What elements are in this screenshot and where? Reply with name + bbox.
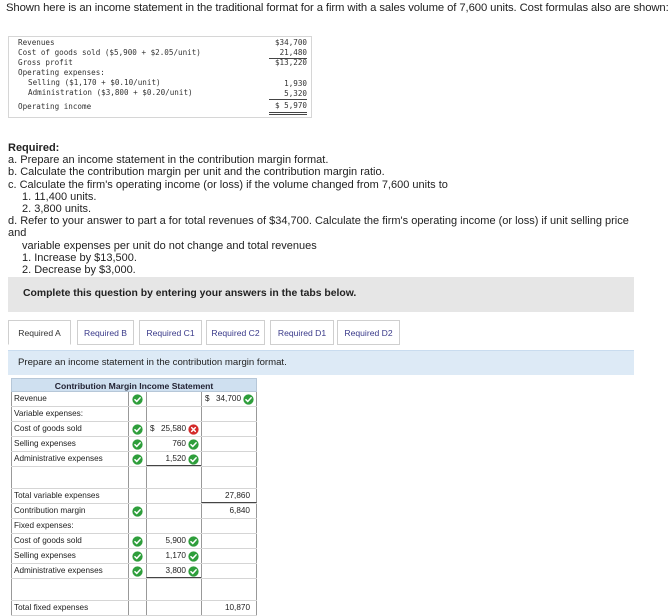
underline bbox=[269, 99, 307, 100]
total-input[interactable] bbox=[201, 601, 257, 615]
correct-check-icon bbox=[243, 394, 254, 405]
row-label-select[interactable]: Cost of goods sold bbox=[11, 422, 129, 436]
amount-value: 760 bbox=[172, 439, 186, 448]
amount-input[interactable] bbox=[146, 579, 201, 600]
statement-row bbox=[11, 519, 257, 534]
amount-input[interactable] bbox=[146, 489, 201, 503]
row-label-select[interactable]: Selling expenses bbox=[11, 549, 129, 563]
statement-row bbox=[11, 579, 257, 601]
instructions-band bbox=[8, 277, 634, 312]
tab-required-b[interactable]: Required B bbox=[77, 320, 134, 345]
statement-row bbox=[11, 407, 257, 422]
mark-cell bbox=[129, 467, 146, 481]
tab-required-a[interactable]: Required A bbox=[8, 320, 71, 345]
amount-input[interactable] bbox=[146, 452, 201, 466]
tab-required-c2[interactable]: Required C2 bbox=[206, 320, 265, 345]
correct-check-icon bbox=[132, 394, 143, 405]
row-label-select[interactable]: Contribution margin bbox=[11, 504, 129, 518]
statement-row bbox=[11, 564, 257, 579]
statement-row bbox=[11, 467, 257, 489]
required-line: 2. Decrease by $3,000. bbox=[22, 264, 136, 277]
amount-input[interactable] bbox=[146, 467, 201, 488]
mark-cell bbox=[129, 504, 146, 518]
row-label: Cost of goods sold ($5,900 + $2.05/unit) bbox=[18, 48, 201, 57]
amount-value: 1,170 bbox=[165, 551, 186, 560]
amount-input[interactable] bbox=[146, 549, 201, 563]
row-value: $13,220 bbox=[274, 58, 307, 67]
mark-cell bbox=[129, 422, 146, 436]
correct-check-icon bbox=[132, 566, 143, 577]
double-underline bbox=[269, 112, 307, 113]
mark-cell bbox=[129, 489, 146, 503]
total-input[interactable] bbox=[201, 437, 257, 451]
total-input[interactable] bbox=[201, 452, 257, 466]
mark-cell bbox=[129, 407, 146, 421]
amount-value: 5,900 bbox=[165, 536, 186, 545]
correct-check-icon bbox=[132, 439, 143, 450]
required-line: variable expenses per unit do not change and total revenues bbox=[22, 239, 317, 252]
mark-cell bbox=[129, 392, 146, 406]
total-input[interactable] bbox=[201, 467, 257, 488]
row-label-select[interactable]: Administrative expenses bbox=[11, 564, 129, 578]
row-label-select[interactable]: Fixed expenses: bbox=[11, 519, 129, 533]
required-line: d. Refer to your answer to part a for total revenues of $34,700. Calculate the firm's operating income (or loss) if unit selling price and bbox=[8, 215, 629, 240]
correct-check-icon bbox=[132, 454, 143, 465]
required-section bbox=[8, 142, 643, 276]
mark-cell bbox=[129, 437, 146, 451]
row-label-select[interactable]: Cost of goods sold bbox=[11, 534, 129, 548]
required-line: a. Prepare an income statement in the contribution margin format. bbox=[8, 154, 329, 167]
correct-check-icon bbox=[188, 536, 199, 547]
row-value: 5,320 bbox=[284, 89, 307, 98]
required-line: 1. Increase by $13,500. bbox=[22, 251, 137, 264]
incorrect-icon bbox=[188, 424, 199, 435]
total-input[interactable] bbox=[201, 564, 257, 578]
mark-cell bbox=[129, 564, 146, 578]
statement-row bbox=[11, 437, 257, 452]
traditional-income-statement bbox=[8, 36, 312, 118]
contribution-margin-statement bbox=[8, 378, 258, 612]
total-input[interactable] bbox=[201, 392, 257, 406]
statement-title: Contribution Margin Income Statement bbox=[11, 378, 257, 392]
mark-cell bbox=[129, 452, 146, 466]
mark-cell bbox=[129, 601, 146, 615]
amount-value: 1,520 bbox=[165, 454, 186, 463]
correct-check-icon bbox=[188, 551, 199, 562]
amount-input[interactable] bbox=[146, 392, 201, 406]
correct-check-icon bbox=[132, 506, 143, 517]
amount-value: 25,580 bbox=[160, 424, 186, 433]
row-value: $ 5,970 bbox=[274, 101, 307, 110]
amount-value: 3,800 bbox=[165, 566, 186, 575]
tab-instruction: Prepare an income statement in the contribution margin format. bbox=[18, 357, 287, 368]
row-label: Revenues bbox=[18, 38, 55, 47]
amount-input[interactable] bbox=[146, 601, 201, 615]
amount-input[interactable] bbox=[146, 504, 201, 518]
row-label-select[interactable]: Total fixed expenses bbox=[11, 601, 129, 615]
row-label-select bbox=[11, 467, 129, 488]
row-value: 21,480 bbox=[279, 48, 307, 57]
total-input[interactable] bbox=[201, 579, 257, 600]
correct-check-icon bbox=[132, 551, 143, 562]
total-input[interactable] bbox=[201, 534, 257, 548]
total-input[interactable] bbox=[201, 519, 257, 533]
mark-cell bbox=[129, 549, 146, 563]
row-label-select[interactable]: Selling expenses bbox=[11, 437, 129, 451]
statement-row bbox=[11, 422, 257, 437]
dollar-sign: $ bbox=[205, 394, 210, 403]
row-label: Operating income bbox=[18, 102, 92, 111]
statement-row bbox=[11, 504, 257, 519]
statement-row bbox=[11, 534, 257, 549]
instructions-text: Complete this question by entering your answers in the tabs below. bbox=[23, 288, 357, 299]
correct-check-icon bbox=[132, 424, 143, 435]
row-label-select bbox=[11, 579, 129, 600]
statement-row bbox=[11, 601, 257, 616]
total-input[interactable] bbox=[201, 504, 257, 518]
amount-input[interactable] bbox=[146, 534, 201, 548]
correct-check-icon bbox=[188, 454, 199, 465]
amount-input[interactable] bbox=[146, 519, 201, 533]
mark-cell bbox=[129, 519, 146, 533]
total-value: 10,870 bbox=[224, 603, 250, 612]
statement-row bbox=[11, 392, 257, 407]
total-input[interactable] bbox=[201, 489, 257, 503]
required-line: c. Calculate the firm's operating income (or loss) if the volume changed from 7,600 units to bbox=[8, 178, 448, 191]
tab-required-c1[interactable]: Required C1 bbox=[139, 320, 202, 345]
amount-input[interactable] bbox=[146, 437, 201, 451]
tab-required-d2[interactable]: Required D2 bbox=[337, 320, 400, 345]
row-label: Selling ($1,170 + $0.10/unit) bbox=[28, 78, 161, 87]
total-input[interactable] bbox=[201, 422, 257, 436]
total-value: 34,700 bbox=[215, 394, 241, 403]
row-label-select[interactable]: Total variable expenses bbox=[11, 489, 129, 503]
row-label-select[interactable]: Variable expenses: bbox=[11, 407, 129, 421]
total-input[interactable] bbox=[201, 407, 257, 421]
required-line: b. Calculate the contribution margin per unit and the contribution margin ratio. bbox=[8, 166, 385, 179]
statement-row bbox=[11, 489, 257, 504]
correct-check-icon bbox=[188, 439, 199, 450]
mark-cell bbox=[129, 579, 146, 593]
correct-check-icon bbox=[188, 566, 199, 577]
problem-intro: Shown here is an income statement in the traditional format for a firm with a sales volume of 7,600 units. Cost formulas also are shown: bbox=[6, 2, 669, 14]
required-line: 2. 3,800 units. bbox=[22, 203, 92, 216]
row-value: $34,700 bbox=[274, 38, 307, 47]
row-label: Operating expenses: bbox=[18, 68, 105, 77]
amount-input[interactable] bbox=[146, 564, 201, 578]
mark-cell bbox=[129, 534, 146, 548]
row-label: Gross profit bbox=[18, 58, 73, 67]
row-label-select[interactable]: Revenue bbox=[11, 392, 129, 406]
required-heading: Required: bbox=[8, 142, 60, 154]
row-label: Administration ($3,800 + $0.20/unit) bbox=[28, 88, 193, 97]
statement-row bbox=[11, 452, 257, 467]
dollar-sign: $ bbox=[150, 424, 155, 433]
correct-check-icon bbox=[132, 536, 143, 547]
required-line: 1. 11,400 units. bbox=[22, 190, 97, 203]
statement-row bbox=[11, 549, 257, 564]
total-value: 6,840 bbox=[229, 506, 250, 515]
row-label-select[interactable]: Administrative expenses bbox=[11, 452, 129, 466]
amount-input[interactable] bbox=[146, 422, 201, 436]
tab-instruction-bar bbox=[8, 350, 634, 375]
amount-input[interactable] bbox=[146, 407, 201, 421]
row-value: 1,930 bbox=[284, 79, 307, 88]
total-value: 27,860 bbox=[224, 491, 250, 500]
tab-required-d1[interactable]: Required D1 bbox=[270, 320, 334, 345]
double-underline bbox=[269, 114, 307, 115]
total-input[interactable] bbox=[201, 549, 257, 563]
